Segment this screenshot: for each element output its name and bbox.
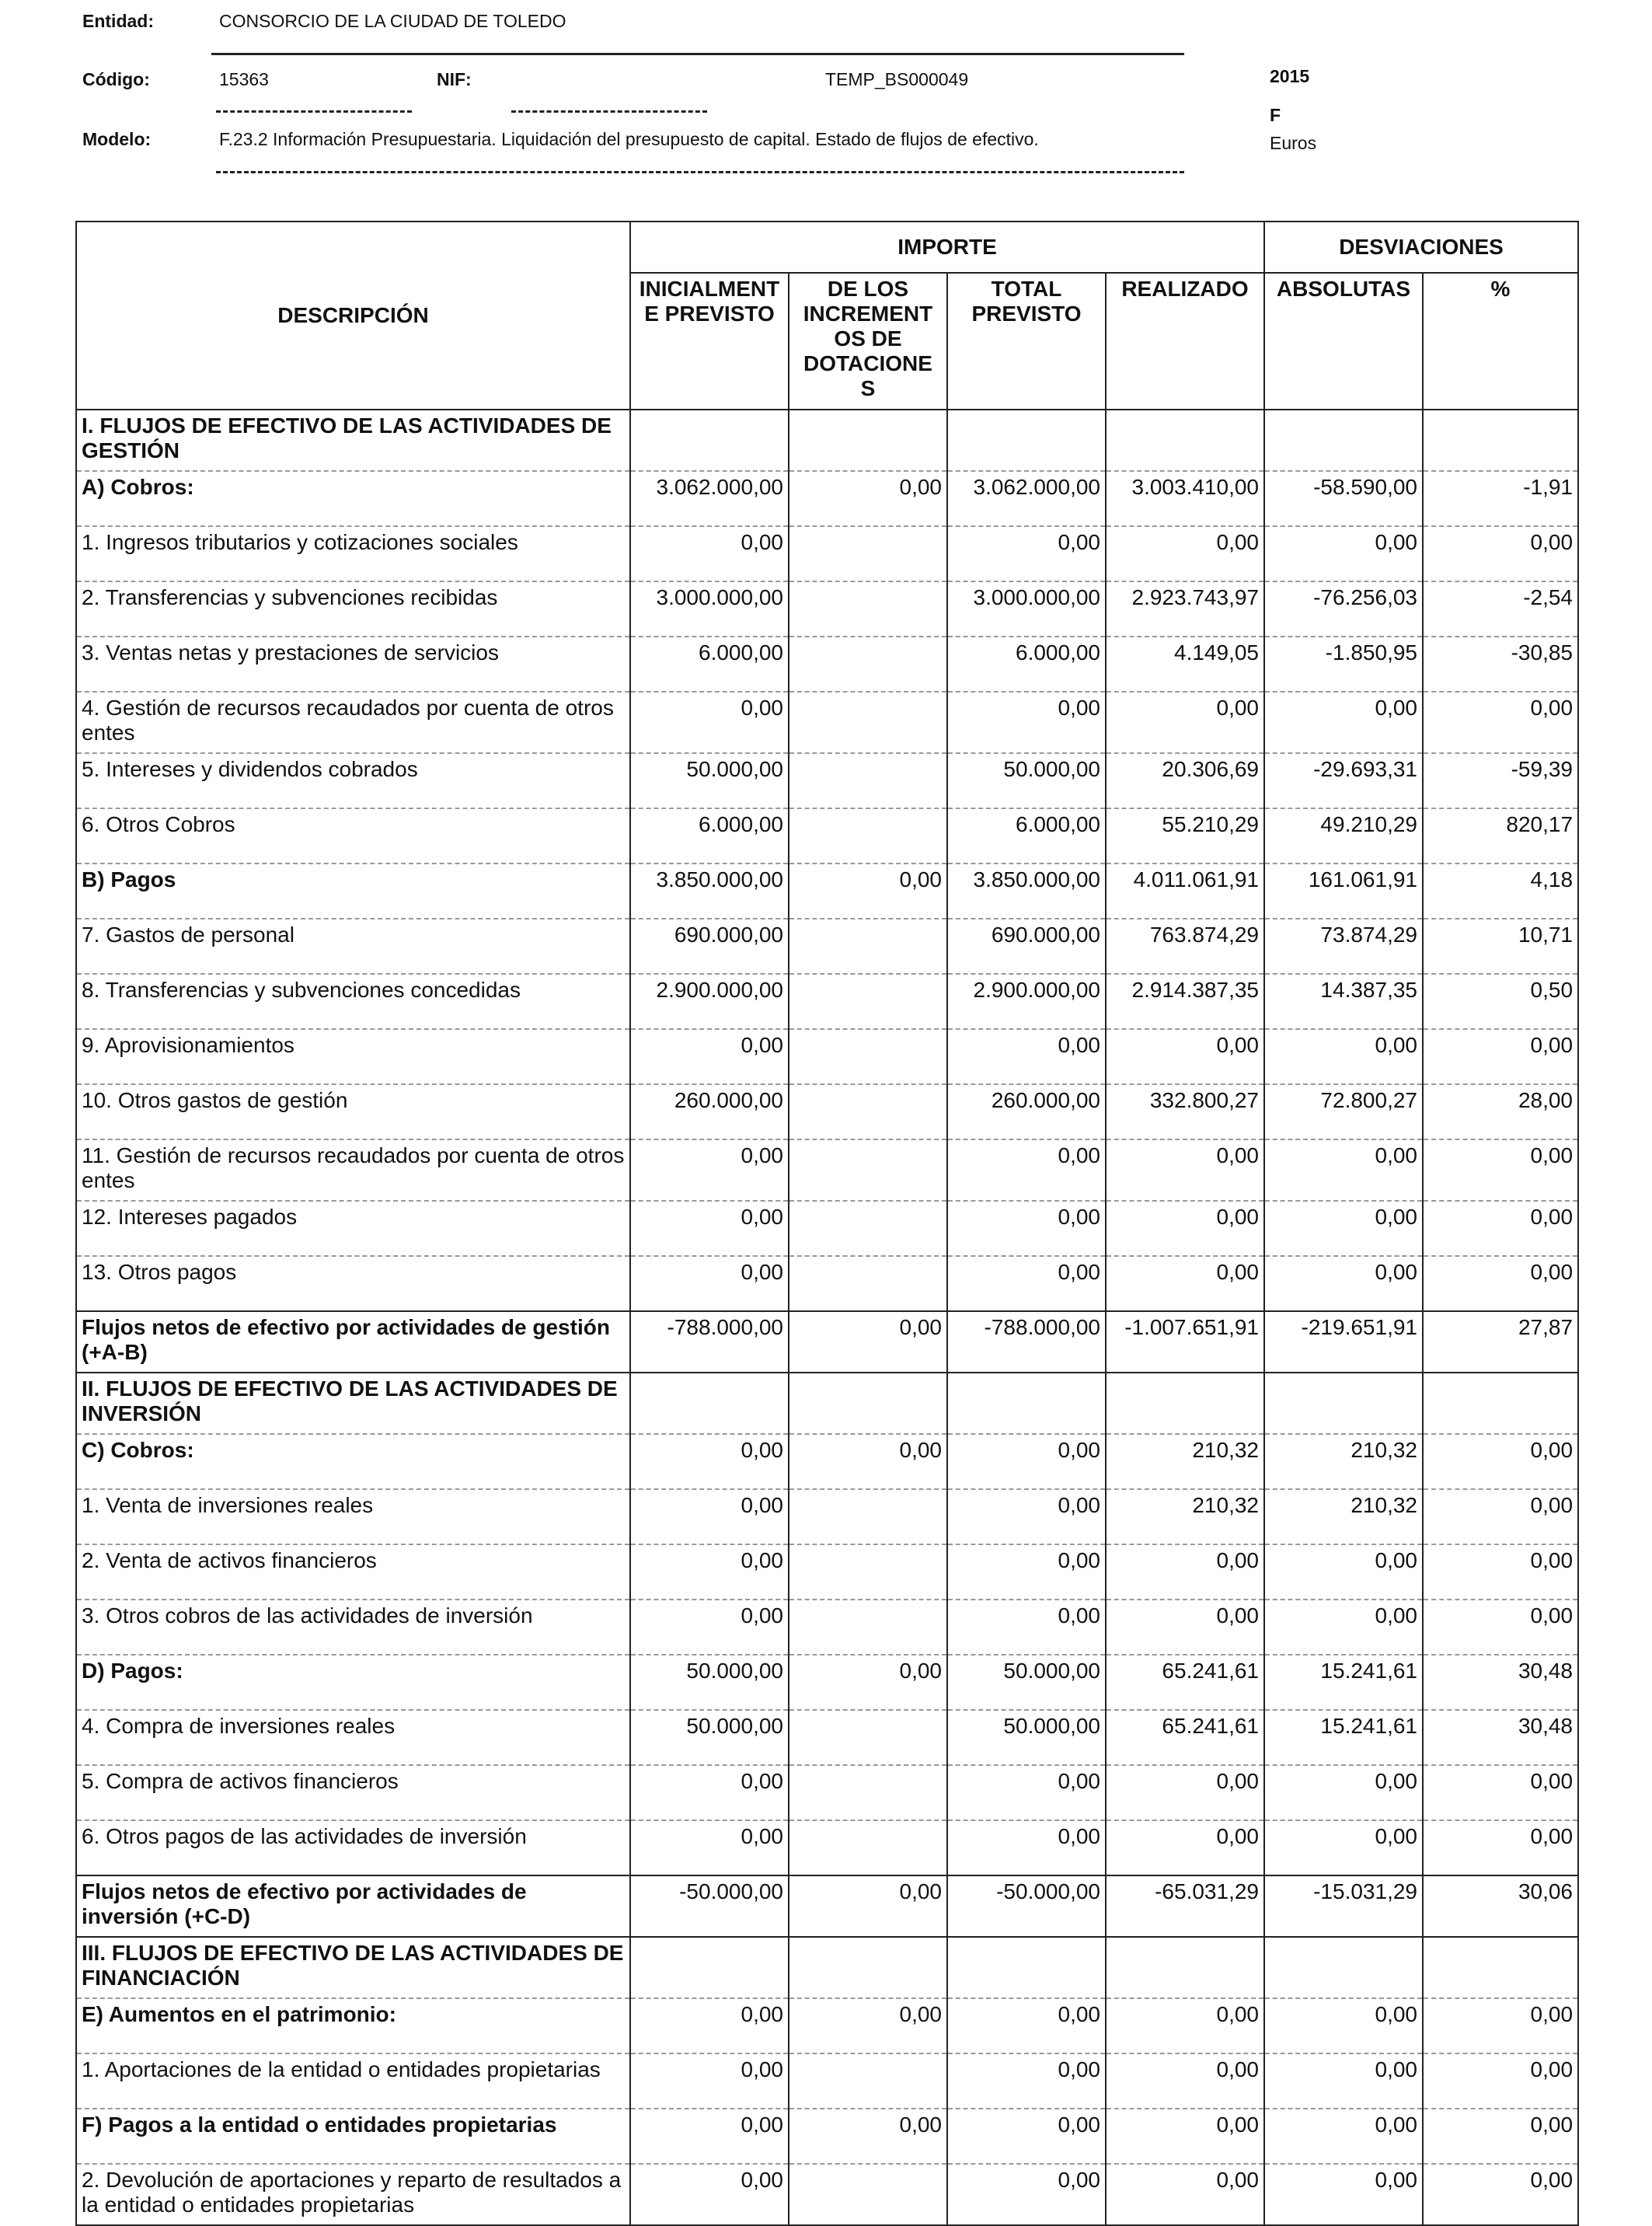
cell-incrementos: [789, 581, 947, 637]
cell-pct: 28,00: [1423, 1084, 1578, 1139]
col-realizado-header: REALIZADO: [1106, 273, 1264, 410]
cell-incrementos: [789, 808, 947, 864]
cell-absolutas: 49.210,29: [1264, 808, 1423, 864]
cell-total: 0,00: [947, 692, 1106, 753]
cell-inicial: 0,00: [630, 526, 789, 581]
cash-flow-table: [75, 221, 1579, 2226]
cell-realizado: 0,00: [1106, 526, 1264, 581]
cell-descripcion: C) Cobros:: [76, 1434, 630, 1489]
cell-pct: 0,00: [1423, 1765, 1578, 1820]
table-row: [76, 1434, 1578, 1489]
cell-realizado: 65.241,61: [1106, 1655, 1264, 1710]
cell-pct: 27,87: [1423, 1311, 1578, 1373]
cell-incrementos: [789, 1937, 947, 1998]
cell-pct: -1,91: [1423, 471, 1578, 526]
table-row: [76, 1710, 1578, 1765]
cell-descripcion: 10. Otros gastos de gestión: [76, 1084, 630, 1139]
cell-pct: 0,00: [1423, 1820, 1578, 1875]
cell-realizado: 0,00: [1106, 1256, 1264, 1311]
codigo-value: 15363: [219, 69, 269, 89]
col-pct-header: %: [1423, 273, 1578, 410]
cell-descripcion: D) Pagos:: [76, 1655, 630, 1710]
cell-descripcion: A) Cobros:: [76, 471, 630, 526]
cell-incrementos: [789, 974, 947, 1029]
cell-incrementos: [789, 1600, 947, 1655]
cell-inicial: 6.000,00: [630, 637, 789, 692]
importe-group-header: IMPORTE: [630, 222, 1264, 273]
cell-total: 0,00: [947, 1820, 1106, 1875]
table-row: [76, 637, 1578, 692]
cell-inicial: 2.900.000,00: [630, 974, 789, 1029]
cell-descripcion: 9. Aprovisionamientos: [76, 1029, 630, 1084]
cell-absolutas: -76.256,03: [1264, 581, 1423, 637]
table-row: [76, 471, 1578, 526]
cell-inicial: 50.000,00: [630, 753, 789, 808]
cell-incrementos: [789, 1201, 947, 1256]
type-label: F: [1270, 105, 1281, 125]
cell-incrementos: 0,00: [789, 1875, 947, 1937]
cell-realizado: 0,00: [1106, 1600, 1264, 1655]
cell-absolutas: -15.031,29: [1264, 1875, 1423, 1937]
modelo-value: F.23.2 Información Presupuestaria. Liquidación del presupuesto de capital. Estado de flujos de efectivo.: [219, 129, 1039, 149]
cell-pct: 0,00: [1423, 1489, 1578, 1544]
cell-pct: [1423, 1373, 1578, 1434]
cell-descripcion: Flujos netos de efectivo por actividades de inversión (+C-D): [76, 1875, 630, 1937]
cell-absolutas: [1264, 410, 1423, 471]
cell-descripcion: 3. Ventas netas y prestaciones de servicios: [76, 637, 630, 692]
cell-incrementos: [789, 1765, 947, 1820]
col-absolutas-header: ABSOLUTAS: [1264, 273, 1423, 410]
cell-inicial: 690.000,00: [630, 919, 789, 974]
cell-pct: 0,00: [1423, 1998, 1578, 2053]
cell-total: 3.000.000,00: [947, 581, 1106, 637]
cell-pct: 0,00: [1423, 2053, 1578, 2109]
cell-descripcion: 2. Venta de activos financieros: [76, 1544, 630, 1600]
cell-incrementos: 0,00: [789, 1998, 947, 2053]
cell-total: 690.000,00: [947, 919, 1106, 974]
table-row: [76, 1201, 1578, 1256]
cell-absolutas: 0,00: [1264, 1139, 1423, 1201]
cell-incrementos: [789, 753, 947, 808]
cell-inicial: 3.000.000,00: [630, 581, 789, 637]
cell-descripcion: 3. Otros cobros de las actividades de inversión: [76, 1600, 630, 1655]
cell-incrementos: [789, 1373, 947, 1434]
cell-pct: 0,00: [1423, 1256, 1578, 1311]
cell-incrementos: [789, 1820, 947, 1875]
cell-total: [947, 410, 1106, 471]
cell-realizado: 20.306,69: [1106, 753, 1264, 808]
cell-inicial: 3.850.000,00: [630, 864, 789, 919]
cell-total: 0,00: [947, 2164, 1106, 2225]
cell-absolutas: [1264, 1373, 1423, 1434]
cell-total: 0,00: [947, 2109, 1106, 2164]
cell-absolutas: -29.693,31: [1264, 753, 1423, 808]
cell-total: 0,00: [947, 1765, 1106, 1820]
cell-total: 0,00: [947, 1029, 1106, 1084]
cell-realizado: 0,00: [1106, 1998, 1264, 2053]
cell-absolutas: 0,00: [1264, 2053, 1423, 2109]
year-label: 2015: [1270, 66, 1310, 86]
cell-pct: 0,00: [1423, 2164, 1578, 2225]
table-row: [76, 692, 1578, 753]
table-row: [76, 1373, 1578, 1434]
cell-pct: 0,00: [1423, 2109, 1578, 2164]
cell-total: 6.000,00: [947, 808, 1106, 864]
cell-total: 0,00: [947, 1600, 1106, 1655]
table-row: [76, 864, 1578, 919]
cell-inicial: 0,00: [630, 1600, 789, 1655]
cell-realizado: 0,00: [1106, 692, 1264, 753]
cell-realizado: [1106, 410, 1264, 471]
cell-descripcion: 4. Compra de inversiones reales: [76, 1710, 630, 1765]
cell-realizado: 0,00: [1106, 2164, 1264, 2225]
cell-inicial: 0,00: [630, 1544, 789, 1600]
cell-realizado: 2.923.743,97: [1106, 581, 1264, 637]
table-row: [76, 2053, 1578, 2109]
cell-inicial: 0,00: [630, 1029, 789, 1084]
cell-realizado: [1106, 1937, 1264, 1998]
cell-pct: 0,00: [1423, 692, 1578, 753]
cell-absolutas: [1264, 1937, 1423, 1998]
cell-realizado: 210,32: [1106, 1489, 1264, 1544]
table-row: [76, 1600, 1578, 1655]
cell-realizado: 65.241,61: [1106, 1710, 1264, 1765]
cell-incrementos: [789, 919, 947, 974]
cell-absolutas: 0,00: [1264, 1201, 1423, 1256]
cell-descripcion: 12. Intereses pagados: [76, 1201, 630, 1256]
cell-incrementos: [789, 1084, 947, 1139]
cell-incrementos: [789, 526, 947, 581]
cell-descripcion: 1. Aportaciones de la entidad o entidades propietarias: [76, 2053, 630, 2109]
table-row: [76, 1937, 1578, 1998]
modelo-label: Modelo:: [82, 129, 152, 149]
col-total-header: TOTAL PREVISTO: [947, 273, 1106, 410]
cell-inicial: -788.000,00: [630, 1311, 789, 1373]
cell-inicial: [630, 1373, 789, 1434]
cell-pct: [1423, 410, 1578, 471]
cell-inicial: 0,00: [630, 2164, 789, 2225]
cell-incrementos: 0,00: [789, 1655, 947, 1710]
cell-descripcion: 2. Devolución de aportaciones y reparto de resultados a la entidad o entidades propietarias: [76, 2164, 630, 2225]
cell-total: 0,00: [947, 1998, 1106, 2053]
cell-inicial: [630, 1937, 789, 1998]
cell-realizado: 55.210,29: [1106, 808, 1264, 864]
nif-label: NIF:: [437, 69, 472, 89]
codigo-underline: [216, 110, 412, 113]
cell-descripcion: Flujos netos de efectivo por actividades de gestión (+A-B): [76, 1311, 630, 1373]
cell-total: 50.000,00: [947, 1710, 1106, 1765]
cell-absolutas: 0,00: [1264, 1544, 1423, 1600]
cell-realizado: -1.007.651,91: [1106, 1311, 1264, 1373]
cell-pct: 4,18: [1423, 864, 1578, 919]
cell-pct: 0,00: [1423, 1139, 1578, 1201]
cell-incrementos: [789, 637, 947, 692]
cell-incrementos: 0,00: [789, 864, 947, 919]
cell-absolutas: -1.850,95: [1264, 637, 1423, 692]
table-row: [76, 1544, 1578, 1600]
cell-absolutas: 15.241,61: [1264, 1655, 1423, 1710]
modelo-underline: [216, 171, 1184, 173]
cell-realizado: 4.011.061,91: [1106, 864, 1264, 919]
nif-underline: [511, 110, 707, 113]
table-row: [76, 410, 1578, 471]
cell-realizado: 0,00: [1106, 1139, 1264, 1201]
table-row: [76, 1489, 1578, 1544]
cell-pct: 820,17: [1423, 808, 1578, 864]
cell-pct: 0,00: [1423, 1544, 1578, 1600]
cell-inicial: [630, 410, 789, 471]
cell-pct: 10,71: [1423, 919, 1578, 974]
cell-pct: 0,00: [1423, 526, 1578, 581]
cell-descripcion: 4. Gestión de recursos recaudados por cuenta de otros entes: [76, 692, 630, 753]
cell-incrementos: [789, 1256, 947, 1311]
cell-realizado: 0,00: [1106, 1201, 1264, 1256]
cell-total: 0,00: [947, 2053, 1106, 2109]
cell-absolutas: 0,00: [1264, 526, 1423, 581]
cell-absolutas: 210,32: [1264, 1434, 1423, 1489]
cell-absolutas: 0,00: [1264, 1256, 1423, 1311]
cell-pct: 30,48: [1423, 1710, 1578, 1765]
cell-realizado: 0,00: [1106, 1029, 1264, 1084]
cell-descripcion: 5. Intereses y dividendos cobrados: [76, 753, 630, 808]
cell-inicial: 0,00: [630, 1998, 789, 2053]
cell-descripcion: I. FLUJOS DE EFECTIVO DE LAS ACTIVIDADES DE GESTIÓN: [76, 410, 630, 471]
cell-descripcion: III. FLUJOS DE EFECTIVO DE LAS ACTIVIDADES DE FINANCIACIÓN: [76, 1937, 630, 1998]
cell-total: 0,00: [947, 1201, 1106, 1256]
cell-incrementos: [789, 1029, 947, 1084]
table-row: [76, 1998, 1578, 2053]
cell-incrementos: [789, 410, 947, 471]
table-row: [76, 2109, 1578, 2164]
cell-inicial: 6.000,00: [630, 808, 789, 864]
cell-pct: 0,50: [1423, 974, 1578, 1029]
cell-realizado: 0,00: [1106, 1544, 1264, 1600]
cell-descripcion: 2. Transferencias y subvenciones recibidas: [76, 581, 630, 637]
cell-total: 0,00: [947, 1544, 1106, 1600]
cell-realizado: -65.031,29: [1106, 1875, 1264, 1937]
table-row: [76, 2164, 1578, 2225]
cell-descripcion: 1. Ingresos tributarios y cotizaciones sociales: [76, 526, 630, 581]
cell-pct: -2,54: [1423, 581, 1578, 637]
cell-descripcion: 8. Transferencias y subvenciones concedidas: [76, 974, 630, 1029]
table-row: [76, 1256, 1578, 1311]
table-row: [76, 1029, 1578, 1084]
cell-inicial: 0,00: [630, 692, 789, 753]
table-row: [76, 974, 1578, 1029]
table-row: [76, 581, 1578, 637]
entidad-label: Entidad:: [82, 11, 154, 31]
cell-absolutas: 72.800,27: [1264, 1084, 1423, 1139]
cell-realizado: 0,00: [1106, 2053, 1264, 2109]
cell-realizado: 210,32: [1106, 1434, 1264, 1489]
cell-descripcion: 6. Otros Cobros: [76, 808, 630, 864]
cell-total: 3.850.000,00: [947, 864, 1106, 919]
cell-incrementos: [789, 1544, 947, 1600]
cell-inicial: 0,00: [630, 2053, 789, 2109]
cell-incrementos: [789, 2164, 947, 2225]
cell-absolutas: 161.061,91: [1264, 864, 1423, 919]
nif-value: TEMP_BS000049: [825, 69, 969, 89]
cell-incrementos: 0,00: [789, 471, 947, 526]
table-row: [76, 1820, 1578, 1875]
cell-inicial: 260.000,00: [630, 1084, 789, 1139]
col-inicial-header: INICIALMENT E PREVISTO: [630, 273, 789, 410]
cell-incrementos: [789, 692, 947, 753]
cell-total: 6.000,00: [947, 637, 1106, 692]
cell-inicial: 0,00: [630, 1489, 789, 1544]
cell-pct: 0,00: [1423, 1434, 1578, 1489]
cell-pct: 30,48: [1423, 1655, 1578, 1710]
cell-total: 0,00: [947, 1256, 1106, 1311]
cell-incrementos: [789, 1139, 947, 1201]
cell-pct: [1423, 1937, 1578, 1998]
table-row: [76, 1311, 1578, 1373]
cell-absolutas: 0,00: [1264, 1029, 1423, 1084]
cell-absolutas: -58.590,00: [1264, 471, 1423, 526]
col-descripcion-header: DESCRIPCIÓN: [76, 222, 630, 410]
cell-absolutas: 0,00: [1264, 2164, 1423, 2225]
entidad-value: CONSORCIO DE LA CIUDAD DE TOLEDO: [219, 11, 566, 31]
cell-realizado: 2.914.387,35: [1106, 974, 1264, 1029]
table-row: [76, 1875, 1578, 1937]
cell-absolutas: 0,00: [1264, 1820, 1423, 1875]
cell-total: 50.000,00: [947, 1655, 1106, 1710]
cell-descripcion: 13. Otros pagos: [76, 1256, 630, 1311]
cell-total: [947, 1937, 1106, 1998]
cell-descripcion: 7. Gastos de personal: [76, 919, 630, 974]
cell-total: 0,00: [947, 526, 1106, 581]
cell-descripcion: 11. Gestión de recursos recaudados por cuenta de otros entes: [76, 1139, 630, 1201]
desviaciones-group-header: DESVIACIONES: [1264, 222, 1578, 273]
cell-absolutas: 73.874,29: [1264, 919, 1423, 974]
entidad-underline: [211, 53, 1184, 55]
cell-total: 0,00: [947, 1139, 1106, 1201]
cell-absolutas: 15.241,61: [1264, 1710, 1423, 1765]
cell-pct: 0,00: [1423, 1029, 1578, 1084]
cell-realizado: [1106, 1373, 1264, 1434]
table-row: [76, 526, 1578, 581]
table-row: [76, 919, 1578, 974]
cell-descripcion: 1. Venta de inversiones reales: [76, 1489, 630, 1544]
cell-realizado: 4.149,05: [1106, 637, 1264, 692]
cell-absolutas: 0,00: [1264, 2109, 1423, 2164]
cell-incrementos: [789, 1489, 947, 1544]
cell-realizado: 0,00: [1106, 1765, 1264, 1820]
cell-incrementos: 0,00: [789, 2109, 947, 2164]
cell-pct: -30,85: [1423, 637, 1578, 692]
cell-absolutas: 14.387,35: [1264, 974, 1423, 1029]
cell-total: 260.000,00: [947, 1084, 1106, 1139]
cell-incrementos: 0,00: [789, 1311, 947, 1373]
cell-inicial: -50.000,00: [630, 1875, 789, 1937]
cell-total: 3.062.000,00: [947, 471, 1106, 526]
cell-inicial: 50.000,00: [630, 1710, 789, 1765]
cell-absolutas: -219.651,91: [1264, 1311, 1423, 1373]
cell-absolutas: 0,00: [1264, 1765, 1423, 1820]
cell-descripcion: B) Pagos: [76, 864, 630, 919]
cell-incrementos: 0,00: [789, 1434, 947, 1489]
cell-pct: 0,00: [1423, 1600, 1578, 1655]
cell-realizado: 332.800,27: [1106, 1084, 1264, 1139]
table-row: [76, 1139, 1578, 1201]
cell-incrementos: [789, 1710, 947, 1765]
cell-absolutas: 210,32: [1264, 1489, 1423, 1544]
cell-descripcion: E) Aumentos en el patrimonio:: [76, 1998, 630, 2053]
cell-inicial: 0,00: [630, 1201, 789, 1256]
table-row: [76, 753, 1578, 808]
cell-realizado: 763.874,29: [1106, 919, 1264, 974]
cell-inicial: 0,00: [630, 2109, 789, 2164]
cell-total: 2.900.000,00: [947, 974, 1106, 1029]
cell-total: 50.000,00: [947, 753, 1106, 808]
col-incrementos-header: DE LOS INCREMENT OS DE DOTACIONE S: [789, 273, 947, 410]
cell-pct: -59,39: [1423, 753, 1578, 808]
cell-total: 0,00: [947, 1489, 1106, 1544]
table-row: [76, 1084, 1578, 1139]
cell-descripcion: II. FLUJOS DE EFECTIVO DE LAS ACTIVIDADES DE INVERSIÓN: [76, 1373, 630, 1434]
table-row: [76, 1765, 1578, 1820]
codigo-label: Código:: [82, 69, 150, 89]
table-body: [76, 410, 1578, 2225]
cell-pct: 30,06: [1423, 1875, 1578, 1937]
cell-inicial: 0,00: [630, 1434, 789, 1489]
cell-inicial: 0,00: [630, 1256, 789, 1311]
cell-inicial: 50.000,00: [630, 1655, 789, 1710]
cell-realizado: 3.003.410,00: [1106, 471, 1264, 526]
currency-label: Euros: [1270, 133, 1317, 153]
cell-realizado: 0,00: [1106, 1820, 1264, 1875]
cell-total: [947, 1373, 1106, 1434]
cell-absolutas: 0,00: [1264, 692, 1423, 753]
cell-inicial: 0,00: [630, 1820, 789, 1875]
cell-total: 0,00: [947, 1434, 1106, 1489]
cell-inicial: 0,00: [630, 1765, 789, 1820]
cell-inicial: 0,00: [630, 1139, 789, 1201]
cell-inicial: 3.062.000,00: [630, 471, 789, 526]
cell-total: -788.000,00: [947, 1311, 1106, 1373]
cell-descripcion: 6. Otros pagos de las actividades de inversión: [76, 1820, 630, 1875]
cell-absolutas: 0,00: [1264, 1998, 1423, 2053]
cell-pct: 0,00: [1423, 1201, 1578, 1256]
table-row: [76, 808, 1578, 864]
cell-realizado: 0,00: [1106, 2109, 1264, 2164]
table-row: [76, 1655, 1578, 1710]
cell-descripcion: 5. Compra de activos financieros: [76, 1765, 630, 1820]
cell-total: -50.000,00: [947, 1875, 1106, 1937]
cell-incrementos: [789, 2053, 947, 2109]
cell-absolutas: 0,00: [1264, 1600, 1423, 1655]
cell-descripcion: F) Pagos a la entidad o entidades propietarias: [76, 2109, 630, 2164]
